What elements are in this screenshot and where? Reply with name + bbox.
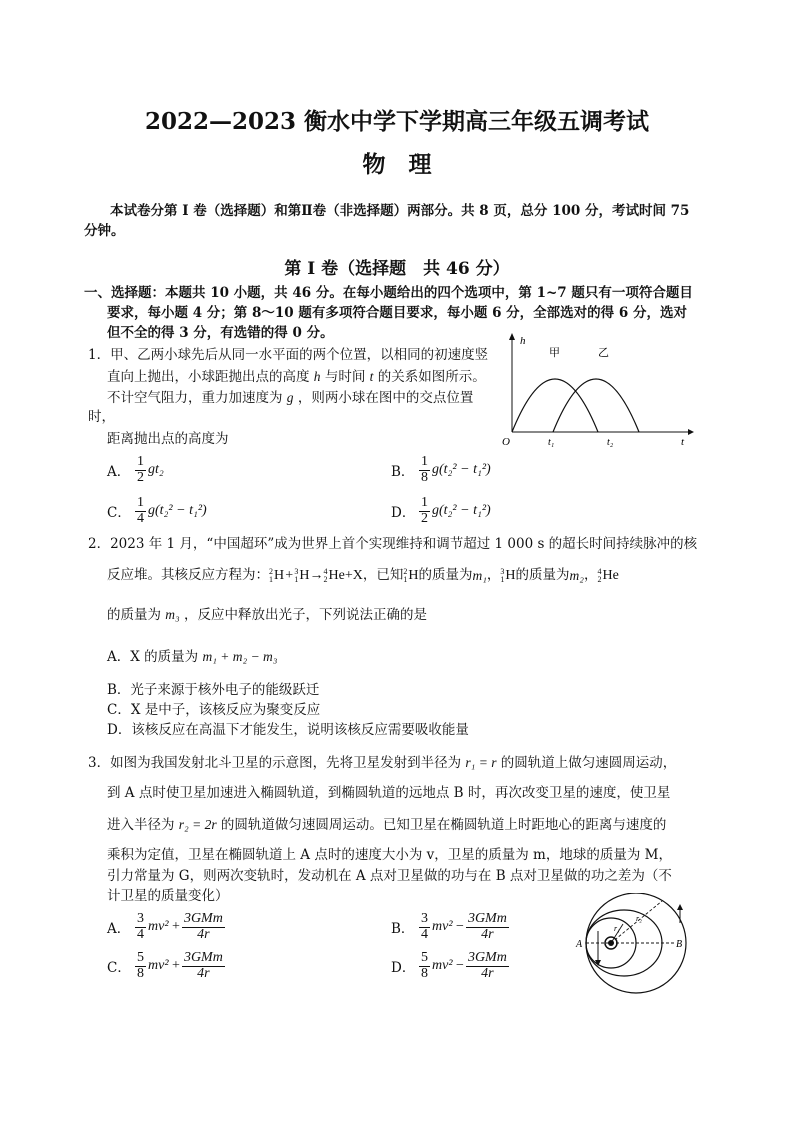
- frac-num: 1: [137, 454, 144, 469]
- nuclide-H: H: [408, 568, 419, 583]
- q3-var-r2: r₂ = 2r: [178, 817, 217, 832]
- q1-text-2b: 与时间: [324, 369, 366, 385]
- q2-option-c[interactable]: C．X 是中子，该核反应为聚变反应: [107, 702, 321, 718]
- q3-option-d[interactable]: [391, 951, 511, 981]
- q3-var-r1: r₁ = r: [465, 755, 497, 770]
- graph-tick-t1: t₁: [548, 437, 555, 448]
- q3-number: 3．: [88, 755, 111, 771]
- frac-den: 2: [421, 510, 428, 526]
- section-instructions-3: 但不全的得 3 分，有选错的得 0 分。: [107, 325, 334, 341]
- graph-tick-t2: t₂: [607, 437, 614, 448]
- q1-text-3a: 不计空气阻力，重力加速度为: [107, 390, 283, 406]
- q1-option-b-expr: g(t₂² − t₁²): [432, 462, 491, 478]
- q3-text-1c: 的圆轨道上做匀速圆周运动，: [500, 755, 677, 771]
- q2-text-2b: ，已知: [362, 567, 404, 584]
- q2-line-1: [88, 538, 697, 552]
- q2-text-2a: 反应堆。其核反应方程为：: [107, 567, 269, 584]
- q1-option-b[interactable]: [391, 455, 491, 485]
- q1-text-1: 甲、乙两小球先后从同一水平面的两个位置，以相同的初速度竖: [110, 347, 489, 363]
- q2-option-d[interactable]: D．该核反应在高温下才能发生，说明该核反应需要吸收能量: [107, 722, 469, 738]
- graph-label-jia: 甲: [549, 347, 560, 359]
- q1-option-c-label: C．: [107, 505, 131, 522]
- q1-option-d[interactable]: [391, 496, 491, 526]
- exam-title: 2022—2023 衡水中学下学期高三年级五调考试: [144, 108, 650, 135]
- q1-option-b-label: B．: [391, 464, 415, 481]
- q3-option-b-label: B．: [391, 921, 415, 938]
- nuclide-He: He: [602, 568, 619, 583]
- term-mv2: mv²: [432, 919, 453, 935]
- q2-text-2c: 的质量为: [418, 567, 473, 584]
- q1-line-2: [107, 370, 486, 385]
- frac-num: 5: [137, 950, 144, 965]
- graph-x-label: t: [681, 436, 685, 448]
- point-a-label: A: [576, 939, 583, 950]
- frac-den: 8: [421, 965, 428, 981]
- q2-option-b[interactable]: B．光子来源于核外电子的能级跃迁: [107, 682, 320, 698]
- operator: −: [456, 958, 464, 974]
- operator: +: [172, 958, 180, 974]
- q3-text-1a: 如图为我国发射北斗卫星的示意图，先将卫星发射到半径为: [110, 755, 462, 771]
- frac-num: 1: [137, 495, 144, 510]
- frac-den: 4r: [481, 926, 494, 942]
- q2-option-a[interactable]: [107, 650, 278, 665]
- subject-title: 物 理: [362, 151, 432, 178]
- graph-y-label: h: [520, 335, 526, 347]
- intro-line-2: 分钟。: [84, 223, 125, 239]
- frac-den: 4: [137, 510, 144, 526]
- r1-label: r₁: [614, 924, 620, 933]
- q3-option-b[interactable]: [391, 912, 511, 942]
- frac-num: 3: [421, 911, 428, 926]
- q1-option-c[interactable]: [107, 496, 207, 526]
- frac-num: 3GMm: [183, 911, 223, 926]
- q1-var-t: t: [369, 369, 374, 384]
- graph-label-yi: 乙: [598, 347, 609, 359]
- q2-text-3b: ，反应中释放出光子，下列说法正确的是: [184, 607, 428, 623]
- curve-yi: [553, 379, 639, 432]
- operator: −: [456, 919, 464, 935]
- frac-den: 8: [421, 469, 428, 485]
- q2-option-a-text: A．X 的质量为: [107, 649, 199, 665]
- q2-number: 2．: [88, 536, 111, 552]
- q2-text-2e: 的质量为: [515, 567, 570, 584]
- frac-den: 4r: [197, 926, 210, 942]
- q3-option-d-label: D．: [391, 960, 416, 977]
- r2-label: r₂: [636, 914, 642, 923]
- nuclide-H: H: [505, 568, 516, 583]
- term-mv2: mv²: [432, 958, 453, 974]
- term-mv2: mv²: [148, 919, 169, 935]
- graph-x-arrow: [688, 429, 694, 435]
- q2-var-m1: m₁: [472, 568, 487, 584]
- q2-text-2d: ，: [486, 567, 501, 584]
- q1-option-a[interactable]: [107, 455, 164, 485]
- q3-line-1: [88, 756, 676, 771]
- frac-den: 4r: [481, 965, 494, 981]
- nuclide-H: H: [299, 568, 310, 583]
- q2-text-2f: ，: [584, 567, 598, 584]
- q3-text-3c: 的圆轨道做匀速圆周运动。已知卫星在椭圆轨道上时距地心的距离与速度的: [220, 817, 667, 833]
- q2-text-3a: 的质量为: [107, 607, 161, 623]
- frac-num: 1: [421, 454, 428, 469]
- intro-line-1: 本试卷分第 I 卷（选择题）和第Ⅱ卷（非选择题）两部分。共 8 页，总分 100 分，考试时间 75: [110, 203, 690, 219]
- q1-option-c-expr: g(t₂² − t₁²): [148, 503, 207, 519]
- frac-num: 1: [421, 495, 428, 510]
- q2-line-3: [107, 608, 427, 623]
- section-title: 第 I 卷（选择题 共 46 分）: [284, 259, 510, 279]
- point-b-label: B: [676, 939, 683, 950]
- q1-number: 1．: [88, 347, 111, 363]
- q2-var-m3: m₃: [165, 607, 180, 622]
- operator: +: [172, 919, 180, 935]
- term-mv2: mv²: [148, 958, 169, 974]
- q1-option-a-expr: gt₂: [148, 462, 164, 478]
- particle-X: X: [352, 568, 363, 583]
- q3-line-2: 到 A 点时使卫星加速进入椭圆轨道，到椭圆轨道的远地点 B 时，再次改变卫星的速度，使卫星: [107, 785, 671, 801]
- q1-text-2c: 的关系如图所示。: [377, 369, 486, 385]
- q3-option-a-label: A．: [107, 921, 131, 938]
- frac-num: 3GMm: [467, 911, 507, 926]
- q2-text-1: 2023 年 1 月，“中国超环”成为世界上首个实现维持和调节超过 1 000 s 的超长时间持续脉冲的核: [110, 536, 698, 552]
- graph-y-arrow: [509, 333, 515, 340]
- q1-line-4: 时，: [88, 409, 115, 425]
- frac-den: 8: [137, 965, 144, 981]
- nuclide-He: He: [328, 568, 345, 583]
- q1-text-3b: ，则两小球在图中的交点位置: [297, 390, 474, 406]
- frac-den: 4: [421, 926, 428, 942]
- q3-line-5: 引力常量为 G，则两次变轨时，发动机在 A 点对卫星做的功与在 B 点对卫星做的功之差为（不: [107, 868, 672, 884]
- q2-option-a-expr: m₁ + m₂ − m₃: [202, 649, 278, 664]
- q3-line-4: 乘积为定值，卫星在椭圆轨道上 A 点时的速度大小为 v，卫星的质量为 m，地球的质量为 M，: [107, 847, 672, 863]
- q1-line-3: [107, 391, 473, 406]
- frac-num: 5: [421, 950, 428, 965]
- q3-option-a[interactable]: [107, 912, 227, 942]
- q3-option-c-label: C．: [107, 960, 131, 977]
- q3-line-3: [107, 818, 666, 833]
- q1-text-2a: 直向上抛出，小球距抛出点的高度: [107, 369, 310, 385]
- q1-line-1: [88, 349, 488, 363]
- q2-var-m2: m₂: [569, 568, 584, 584]
- frac-num: 3: [137, 911, 144, 926]
- q1-option-d-expr: g(t₂² − t₁²): [432, 503, 491, 519]
- q1-var-g: g: [286, 390, 294, 405]
- section-instructions-2: 要求，每小题 4 分；第 8～10 题有多项符合题目要求，每小题 6 分，全部选对的得 6 分，选对: [107, 305, 687, 321]
- q2-line-2: 反应堆。其核反应方程为： 2 1 H + 3 1 H → 4 2 He + X ，已知 2 1 H 的质量为 m₁ ， 3 1 H 的质量为 m₂ ， 4 2 He: [107, 567, 619, 584]
- q1-option-d-label: D．: [391, 505, 416, 522]
- q2-reaction-equation: 2 1 H + 3 1 H → 4 2 He + X: [269, 567, 363, 584]
- curve-jia: [512, 379, 598, 432]
- frac-num: 3GMm: [467, 950, 507, 965]
- q3-option-c[interactable]: [107, 951, 227, 981]
- q1-var-h: h: [313, 369, 321, 384]
- q3-text-3a: 进入半径为: [107, 817, 175, 833]
- q1-line-5: 距离抛出点的高度为: [107, 431, 229, 447]
- q3-line-6: 计卫星的质量变化）: [107, 888, 229, 904]
- q3-orbit-diagram: [566, 893, 694, 997]
- section-instructions-1: 一、选择题：本题共 10 小题，共 46 分。在每小题给出的四个选项中，第 1~7 题只有一项符合题目: [84, 285, 693, 301]
- q1-option-a-label: A．: [107, 464, 131, 481]
- frac-den: 4r: [197, 965, 210, 981]
- q1-height-time-graph: [498, 332, 694, 450]
- nuclide-H: H: [274, 568, 285, 583]
- frac-num: 3GMm: [183, 950, 223, 965]
- frac-den: 4: [137, 926, 144, 942]
- frac-den: 2: [137, 469, 144, 485]
- graph-origin: O: [502, 436, 510, 448]
